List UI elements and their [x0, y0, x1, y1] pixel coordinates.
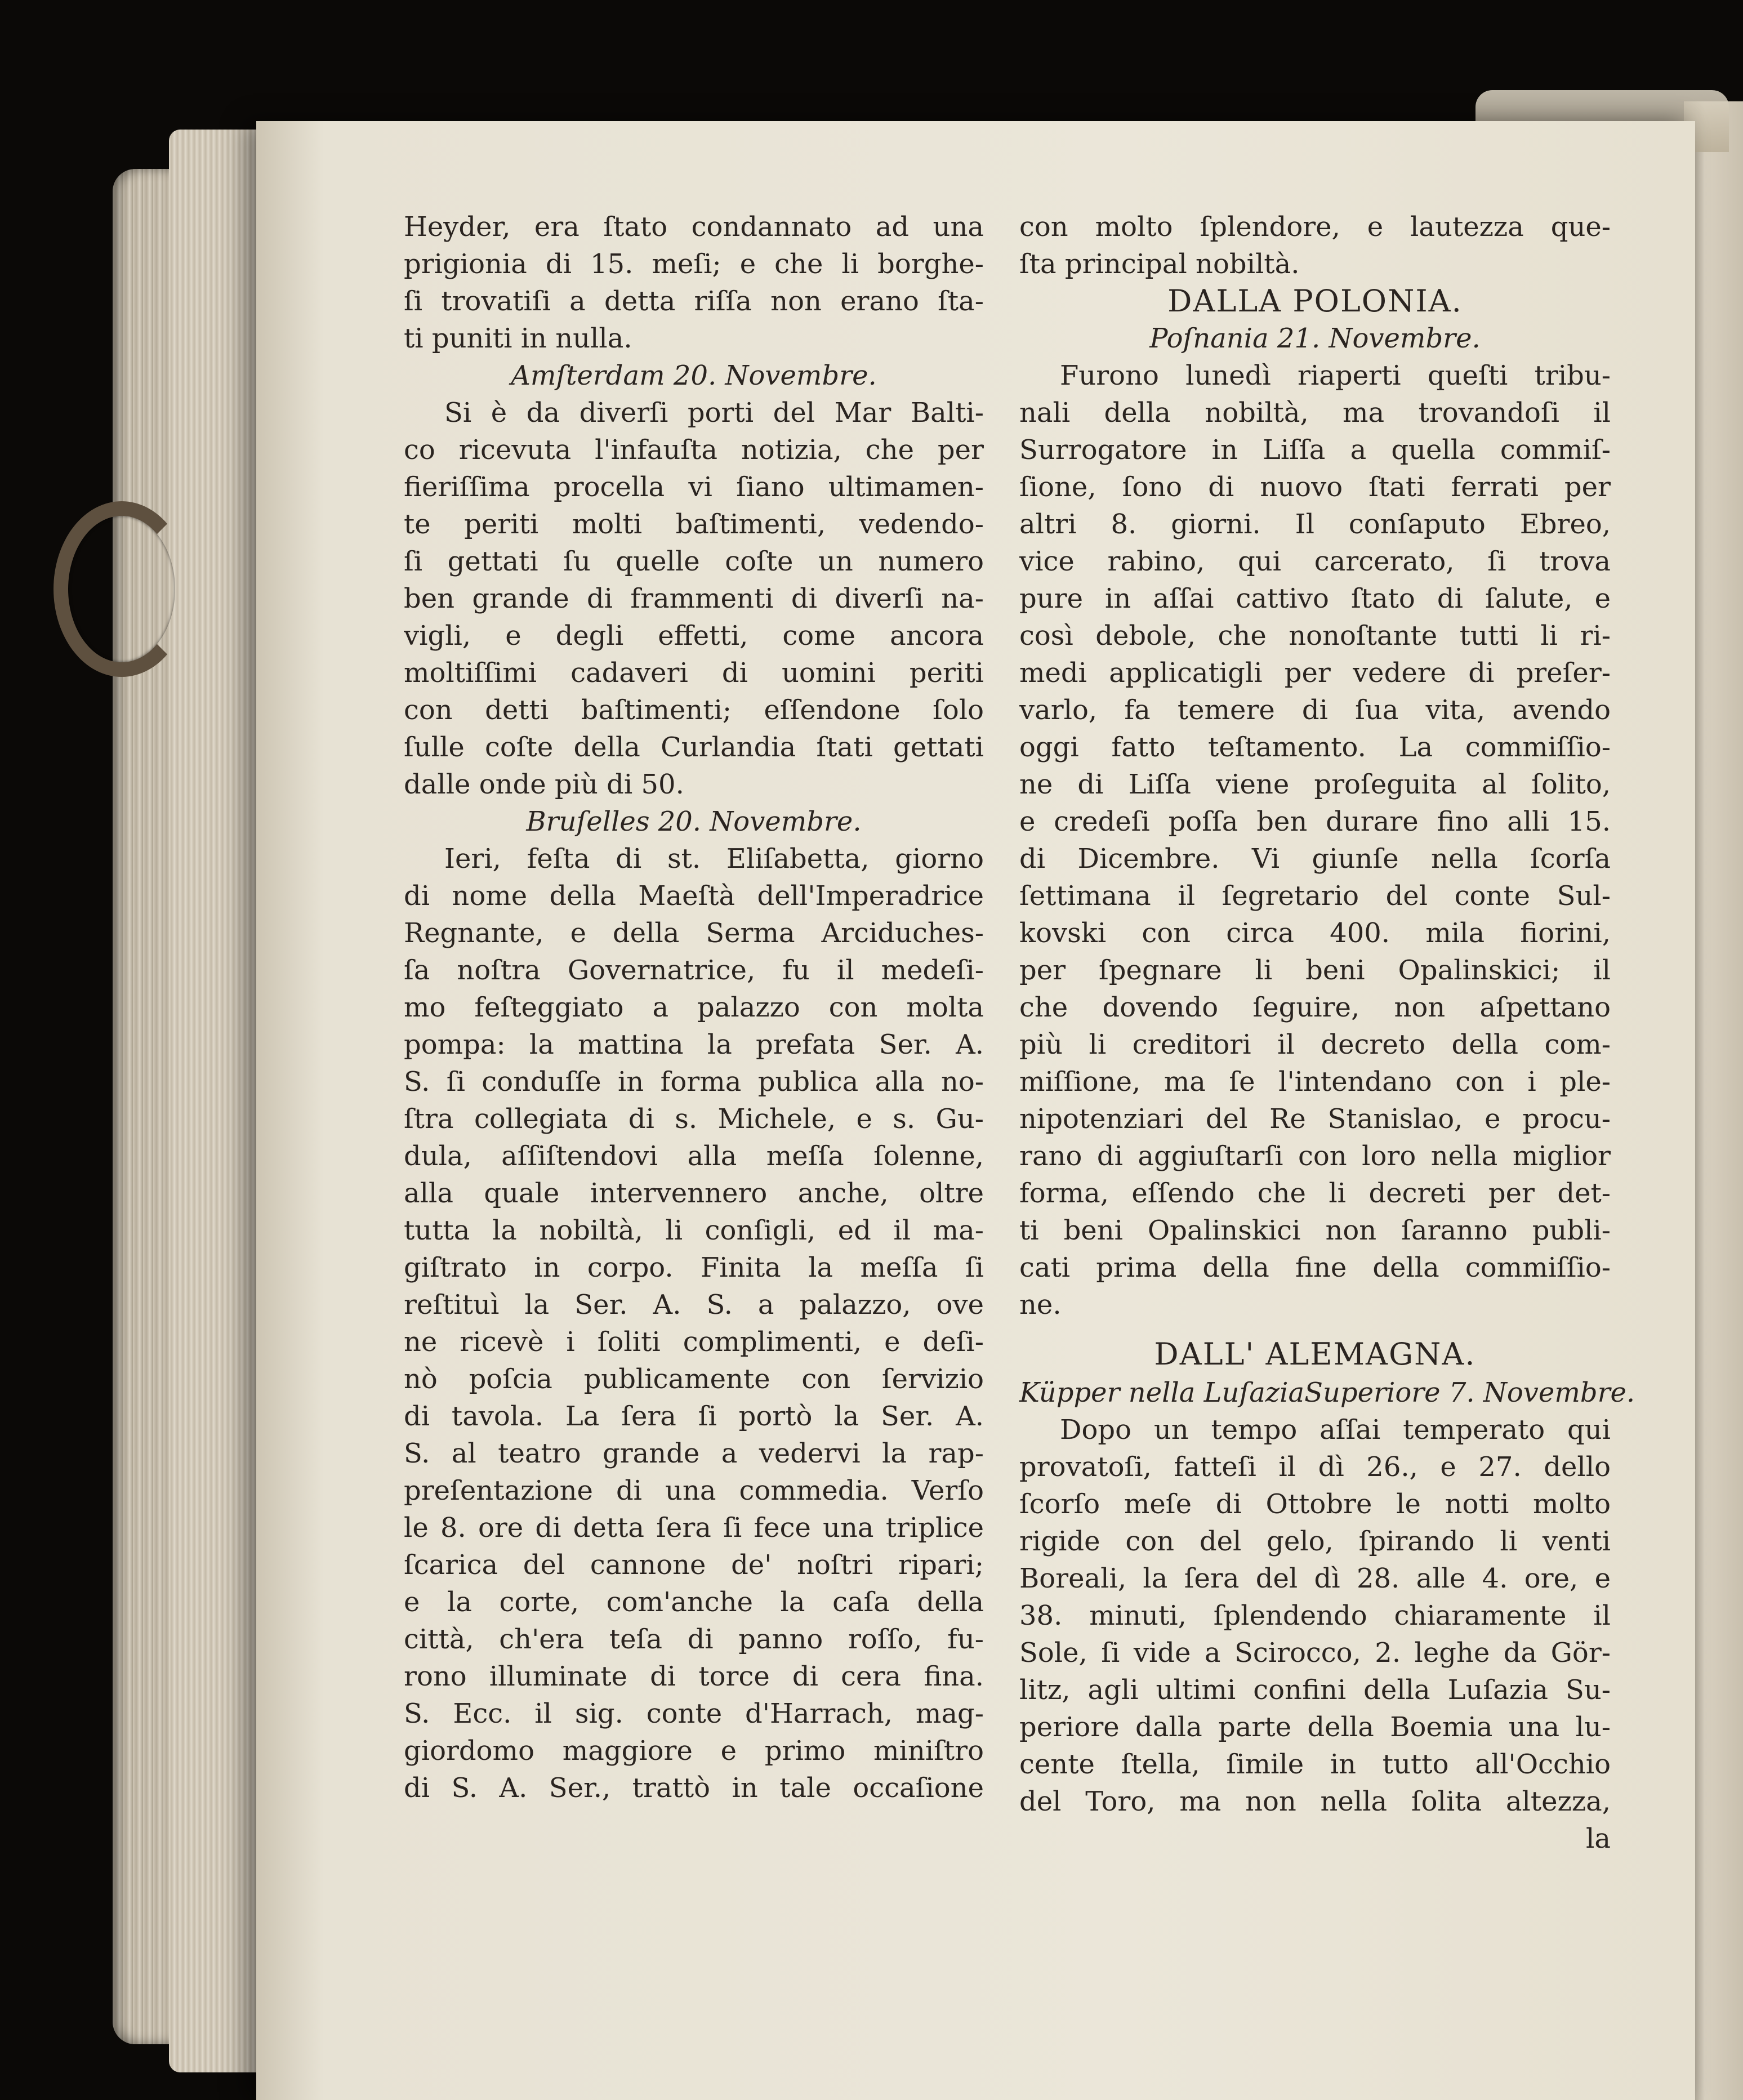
- text-line: di tavola. La ſera ſi portò la Ser. A.: [404, 1401, 984, 1432]
- paragraph-bruselles: [404, 840, 984, 1807]
- text-line: giordomo maggiore e primo miniſtro: [404, 1735, 984, 1767]
- text-line: S. al teatro grande a vedervi la rap-: [404, 1438, 984, 1469]
- text-line: ſi trovatiſi a detta riſſa non erano ſta-: [404, 286, 984, 317]
- text-line: ſione, ſono di nuovo ſtati ferrati per: [1019, 471, 1611, 503]
- text-line: di nome della Maeſtà dell'Imperadrice: [404, 880, 984, 912]
- text-line: cente ſtella, ſimile in tutto all'Occhio: [1019, 1749, 1611, 1780]
- text-line: ne di Liſſa viene proſeguita al ſolito,: [1019, 769, 1611, 800]
- text-line: miſſione, ma ſe l'intendano con i ple-: [1019, 1066, 1611, 1098]
- text-line: città, ch'era teſa di panno roſſo, fu-: [404, 1624, 984, 1655]
- text-line: reſtituì la Ser. A. S. a palazzo, ove: [404, 1289, 984, 1321]
- text-line: di S. A. Ser., trattò in tale occaſione: [404, 1772, 984, 1804]
- text-line: così debole, che nonoſtante tutti li ri-: [1019, 620, 1611, 652]
- paragraph-posnania: [1019, 357, 1611, 1323]
- text-line: Surrogatore in Liſſa a quella commiſ-: [1019, 434, 1611, 466]
- text-line: le 8. ore di detta ſera ſi fece una triplice: [404, 1512, 984, 1544]
- dateline-posnania: Poſnania 21. Novembre.: [1149, 323, 1481, 354]
- text-line: per ſpegnare li beni Opalinskici; il: [1019, 955, 1611, 986]
- text-line: Dopo un tempo aſſai temperato qui: [1060, 1414, 1611, 1446]
- text-line: dula, aſſiſtendovi alla meſſa ſolenne,: [404, 1140, 984, 1172]
- left-opening-text: [404, 208, 984, 357]
- text-line: ben grande di frammenti di diverſi na-: [404, 583, 984, 614]
- text-line: con molto ſplendore, e lautezza que-: [1019, 211, 1611, 243]
- text-line: ti puniti in nulla.: [404, 323, 632, 354]
- text-line: S. Ecc. il sig. conte d'Harrach, mag-: [404, 1698, 984, 1729]
- text-line: moltiſſimi cadaveri di uomini periti: [404, 657, 984, 689]
- text-line: ſcarica del cannone de' noſtri ripari;: [404, 1549, 984, 1581]
- text-line: 38. minuti, ſplendendo chiaramente il: [1019, 1600, 1611, 1631]
- text-line: cati prima della fine della commiſſio-: [1019, 1252, 1611, 1283]
- text-line: oggi fatto teſtamento. La commiſſio-: [1019, 732, 1611, 763]
- text-line: Boreali, la ſera del dì 28. alle 4. ore, e: [1019, 1563, 1611, 1594]
- text-line: vice rabino, qui carcerato, ſi trova: [1019, 546, 1611, 577]
- text-line: alla quale intervennero anche, oltre: [404, 1178, 984, 1209]
- text-line: ſulle coſte della Curlandia ſtati gettati: [404, 732, 984, 763]
- dateline-kupper: Küpper nella LuſaziaSuperiore 7. Novembre.: [1019, 1377, 1635, 1408]
- text-line: ti beni Opalinskici non ſaranno publi-: [1019, 1215, 1611, 1246]
- text-line: dalle onde più di 50.: [404, 769, 684, 800]
- text-line: litz, agli ultimi confini della Luſazia Su-: [1019, 1674, 1611, 1706]
- text-line: preſentazione di una commedia. Verſo: [404, 1475, 984, 1506]
- text-line: ſcorſo meſe di Ottobre le notti molto: [1019, 1488, 1611, 1520]
- right-column: [1019, 208, 1635, 1857]
- text-line: ne ricevè i ſoliti complimenti, e deſi-: [404, 1326, 984, 1358]
- left-column: [404, 208, 984, 1807]
- binding-string: [54, 501, 190, 677]
- text-line: provatoſi, fatteſi il dì 26., e 27. dello: [1019, 1451, 1611, 1483]
- text-line: Heyder, era ſtato condannato ad una: [404, 211, 984, 243]
- text-line: co ricevuta l'infauſta notizia, che per: [404, 434, 984, 466]
- text-line: ſa noſtra Governatrice, fu il medeſi-: [404, 955, 984, 986]
- text-line: Sole, ſi vide a Scirocco, 2. leghe da Gör-: [1019, 1637, 1611, 1669]
- text-line: nò poſcia publicamente con ſervizio: [404, 1363, 984, 1395]
- text-line: Furono lunedì riaperti queſti tribu-: [1060, 360, 1611, 391]
- paragraph-amsterdam: [404, 394, 984, 803]
- text-line: più li creditori il decreto della com-: [1019, 1029, 1611, 1060]
- text-line: ne.: [1019, 1289, 1062, 1321]
- text-line: fieriſſima procella vi ſiano ultimamen-: [404, 471, 984, 503]
- text-line: ſi gettati ſu quelle coſte un numero: [404, 546, 984, 577]
- text-line: ſta principal nobiltà.: [1019, 248, 1300, 280]
- text-line: rono illuminate di torce di cera fina.: [404, 1661, 984, 1692]
- text-line: che dovendo ſeguire, non aſpettano: [1019, 992, 1611, 1023]
- text-line: varlo, fa temere di ſua vita, avendo: [1019, 694, 1611, 726]
- text-line: di Dicembre. Vi giunſe nella ſcorſa: [1019, 843, 1611, 875]
- text-line: nali della nobiltà, ma trovandoſi il: [1019, 397, 1611, 429]
- text-line: medi applicatigli per vedere di preſer-: [1019, 657, 1611, 689]
- text-line: Si è da diverſi porti del Mar Balti-: [444, 397, 984, 429]
- left-page-edges-inner: [169, 130, 270, 2072]
- dateline-amsterdam: Amſterdam 20. Novembre.: [511, 360, 877, 391]
- text-line: del Toro, ma non nella ſolita altezza,: [1019, 1786, 1611, 1817]
- text-line: kovski con circa 400. mila fiorini,: [1019, 917, 1611, 949]
- text-line: pure in aſſai cattivo ſtato di ſalute, e: [1019, 583, 1611, 614]
- right-opening-text: [1019, 208, 1611, 283]
- text-line: giſtrato in corpo. Finita la meſſa ſi: [404, 1252, 984, 1283]
- printed-page: [256, 121, 1695, 2100]
- text-line: nipotenziari del Re Stanislao, e procu-: [1019, 1103, 1611, 1135]
- text-line: e la corte, com'anche la caſa della: [404, 1586, 984, 1618]
- text-line: ſtra collegiata di s. Michele, e s. Gu-: [404, 1103, 984, 1135]
- text-line: Ieri, feſta di st. Eliſabetta, giorno: [444, 843, 984, 875]
- text-line: S. ſi conduſſe in forma publica alla no-: [404, 1066, 984, 1098]
- text-line: ſettimana il ſegretario del conte Sul-: [1019, 880, 1611, 912]
- text-line: altri 8. giorni. Il conſaputo Ebreo,: [1019, 509, 1611, 540]
- text-line: Regnante, e della Serma Arciduches-: [404, 917, 984, 949]
- text-line: rigide con del gelo, ſpirando li venti: [1019, 1526, 1611, 1557]
- text-line: periore dalla parte della Boemia una lu-: [1019, 1711, 1611, 1743]
- dateline-bruselles: Bruſelles 20. Novembre.: [526, 806, 862, 837]
- section-heading-polonia: DALLA POLONIA.: [1167, 283, 1463, 319]
- text-line: mo feſteggiato a palazzo con molta: [404, 992, 984, 1023]
- text-line: te periti molti baſtimenti, vedendo-: [404, 509, 984, 540]
- paragraph-kupper: [1019, 1411, 1611, 1820]
- text-line: rano di aggiuſtarſi con loro nella miglior: [1019, 1140, 1611, 1172]
- text-line: e credeſi poſſa ben durare fino alli 15.: [1019, 806, 1611, 837]
- catchword: la: [1586, 1823, 1611, 1854]
- text-line: forma, eſſendo che li decreti per det-: [1019, 1178, 1611, 1209]
- text-line: tutta la nobiltà, li conſigli, ed il ma-: [404, 1215, 984, 1246]
- text-line: con detti baſtimenti; eſſendone ſolo: [404, 694, 984, 726]
- text-line: pompa: la mattina la prefata Ser. A.: [404, 1029, 984, 1060]
- section-heading-alemagna: DALL' ALEMAGNA.: [1154, 1336, 1476, 1372]
- text-line: vigli, e degli effetti, come ancora: [404, 620, 984, 652]
- text-line: prigionia di 15. meſi; e che li borghe-: [404, 248, 984, 280]
